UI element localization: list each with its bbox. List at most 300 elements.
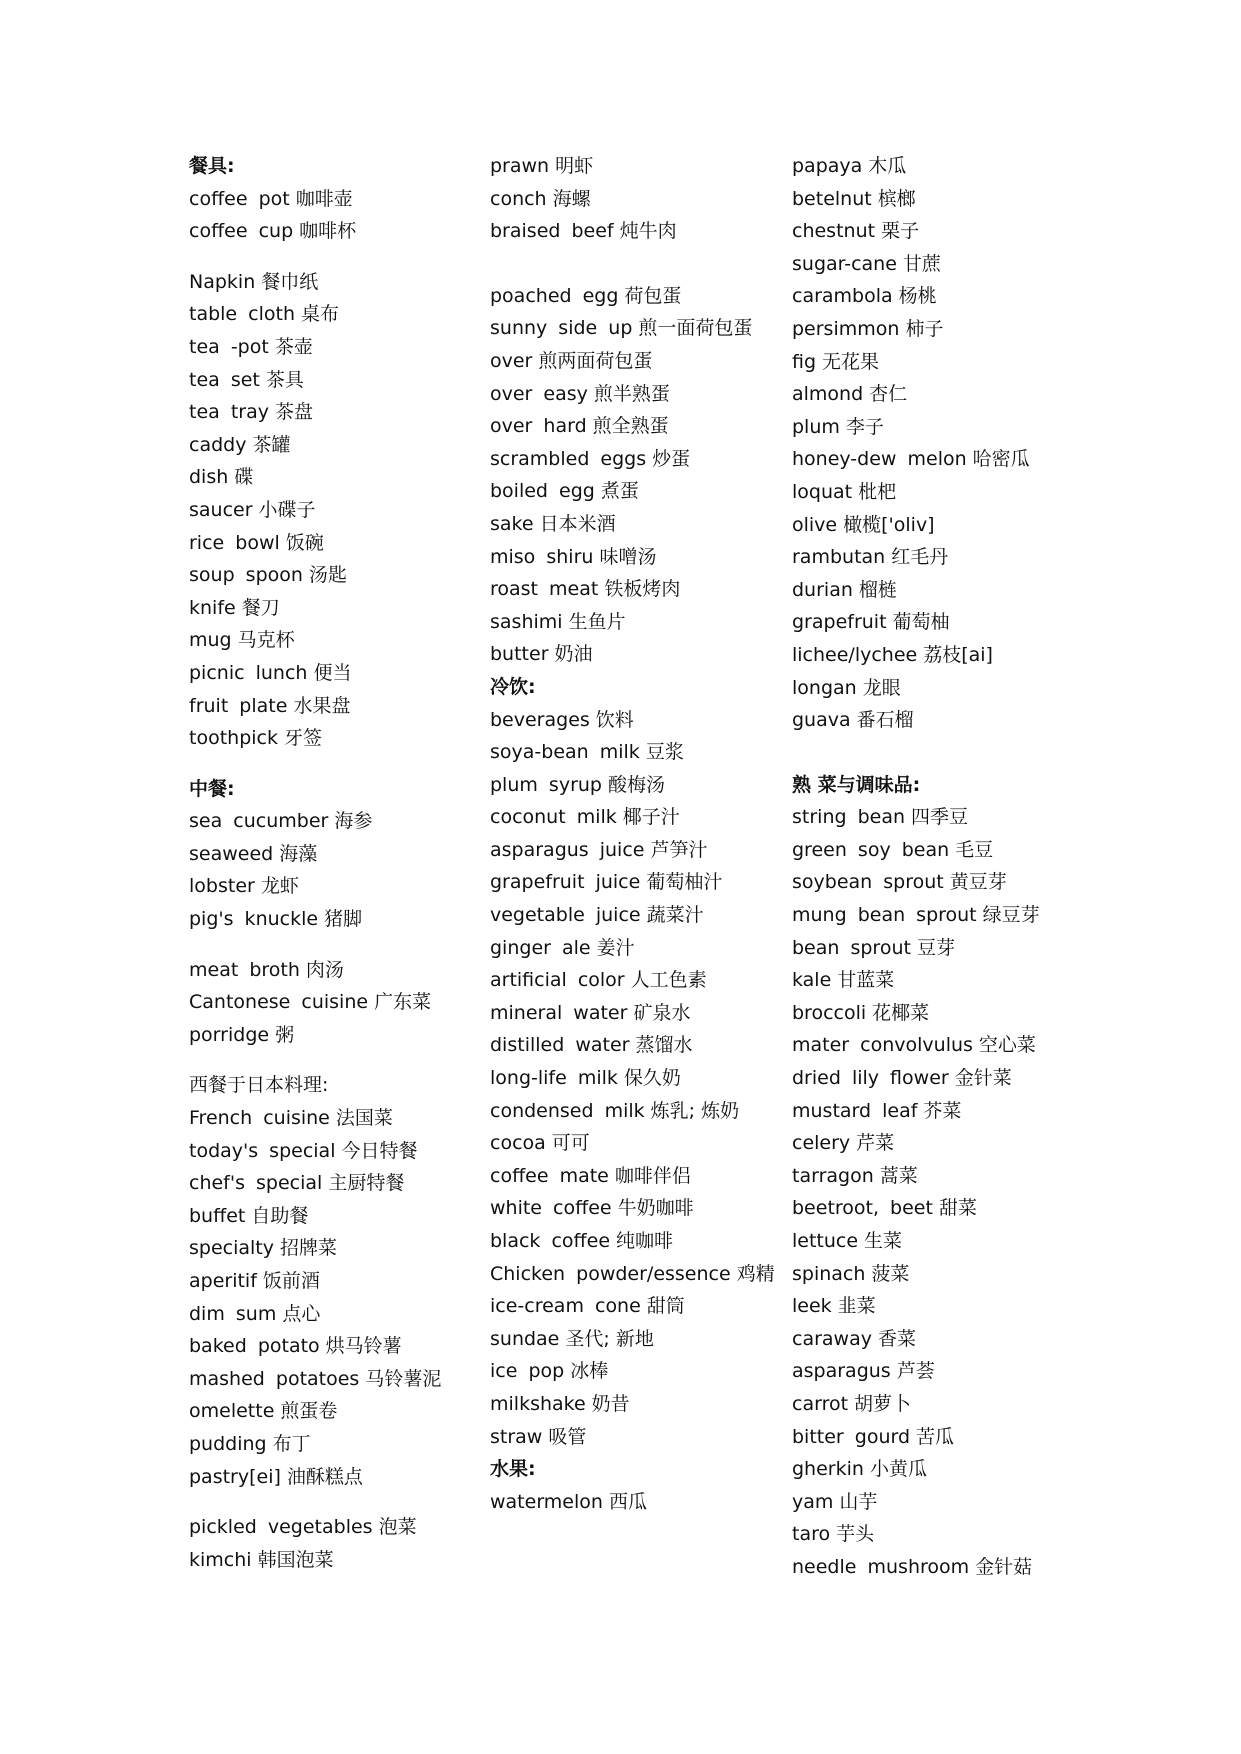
vocab-entry (189, 870, 479, 903)
chinese-term: 番石榴 (856, 709, 914, 732)
english-term: caddy (189, 433, 247, 456)
chinese-term: 煎两面荷包蛋 (538, 349, 653, 372)
chinese-term: 芥菜 (923, 1099, 962, 1122)
vocab-entry (792, 574, 1092, 607)
vocab-entry (792, 801, 1092, 834)
chinese-term: 龙虾 (260, 875, 299, 898)
chinese-term: 饭前酒 (262, 1270, 320, 1292)
chinese-term: 生菜 (864, 1230, 903, 1252)
vocab-entry (189, 527, 479, 560)
vocab-entry (792, 1160, 1092, 1193)
chinese-term: 炼乳; 炼奶 (650, 1099, 740, 1122)
vocab-entry (792, 150, 1092, 183)
english-term: condensed milk (490, 1099, 645, 1122)
chinese-term: 杏仁 (869, 383, 908, 406)
vocab-entry (792, 1290, 1092, 1323)
chinese-term: 煎一面荷包蛋 (638, 317, 753, 340)
vocab-entry (490, 1225, 780, 1258)
block-spacer (189, 248, 479, 266)
english-term: omelette (189, 1400, 275, 1423)
english-term: distilled water (490, 1034, 630, 1057)
vocab-entry (189, 559, 479, 592)
english-term: beverages (490, 708, 590, 731)
vocab-entry (490, 769, 780, 802)
english-term: sake (490, 512, 534, 535)
chinese-term: 红毛丹 (891, 546, 949, 569)
english-term: bean sprout (792, 936, 911, 959)
vocab-entry (792, 183, 1092, 216)
english-term: saucer (189, 498, 253, 521)
chinese-term: 圣代; 新地 (565, 1327, 654, 1350)
vocab-entry (189, 592, 479, 625)
english-term: pickled vegetables (189, 1516, 373, 1539)
english-term: mustard leaf (792, 1099, 918, 1122)
chinese-term: 煎半熟蛋 (593, 382, 670, 405)
chinese-term: 咖啡杯 (299, 220, 357, 243)
chinese-term: 甜菜 (938, 1197, 977, 1220)
chinese-term: 小黄瓜 (869, 1458, 927, 1481)
english-term: green soy bean (792, 838, 950, 861)
english-term: broccoli (792, 1001, 867, 1024)
chinese-term: 小碟子 (258, 498, 316, 521)
block-spacer (189, 1051, 479, 1069)
chinese-term: 煎全熟蛋 (592, 415, 669, 438)
vocab-entry (792, 672, 1092, 705)
chinese-term: 保久奶 (623, 1067, 681, 1090)
vocab-entry (189, 331, 479, 364)
english-term: plum syrup (490, 773, 602, 796)
chinese-term: 猪脚 (324, 908, 363, 931)
chinese-term: 芋头 (836, 1523, 875, 1546)
vocab-entry (490, 312, 780, 345)
vocab-entry (792, 866, 1092, 899)
chinese-term: 海参 (334, 810, 373, 833)
chinese-term: 蔬菜汁 (646, 904, 704, 927)
english-term: miso shiru (490, 545, 594, 568)
english-term: tea -pot (189, 335, 269, 358)
english-term: baked potato (189, 1335, 320, 1358)
vocab-entry (490, 736, 780, 769)
vocab-entry (792, 1127, 1092, 1160)
block-spacer (189, 936, 479, 954)
english-term: picnic lunch (189, 661, 308, 684)
english-term: prawn (490, 155, 550, 177)
chinese-term: 牙签 (283, 727, 322, 750)
column-2 (490, 150, 780, 1518)
chinese-term: 木瓜 (868, 155, 907, 177)
chinese-term: 甘蓝菜 (837, 969, 895, 992)
vocab-entry (490, 443, 780, 476)
english-term: long-life milk (490, 1067, 618, 1090)
chinese-term: 柿子 (905, 317, 944, 340)
chinese-term: 橄榄['oliv] (843, 513, 935, 536)
english-term: black coffee (490, 1230, 611, 1252)
english-term: scrambled eggs (490, 447, 647, 470)
english-term: gherkin (792, 1458, 864, 1481)
english-term: lobster (189, 875, 255, 898)
vocab-entry (792, 313, 1092, 346)
english-term: roast meat (490, 578, 599, 601)
english-term: persimmon (792, 317, 900, 340)
vocab-entry (189, 1019, 479, 1052)
vocab-entry (792, 1225, 1092, 1258)
vocab-entry (490, 899, 780, 932)
english-term: ice pop (490, 1360, 565, 1383)
section-heading: 西餐于日本料理: (189, 1074, 329, 1097)
vocab-entry (490, 606, 780, 639)
vocab-entry (189, 954, 479, 987)
vocab-entry (189, 690, 479, 723)
vocab-entry (792, 964, 1092, 997)
chinese-term: 韭菜 (837, 1295, 876, 1318)
vocab-entry (490, 801, 780, 834)
english-term: aperitif (189, 1270, 257, 1292)
vocab-entry (189, 266, 479, 299)
chinese-term: 芦笋汁 (650, 838, 708, 861)
chinese-term: 点心 (282, 1302, 321, 1325)
vocab-entry (490, 541, 780, 574)
vocab-entry (792, 704, 1092, 737)
english-term: caraway (792, 1327, 872, 1350)
vocab-entry (490, 1421, 780, 1454)
english-term: coffee pot (189, 187, 290, 210)
chinese-term: 蒸馏水 (635, 1034, 693, 1057)
vocab-entry (792, 1551, 1092, 1584)
chinese-term: 炒蛋 (652, 447, 691, 470)
block-spacer (792, 737, 1092, 769)
english-term: dried lily flower (792, 1067, 949, 1090)
chinese-term: 四季豆 (911, 806, 969, 829)
chinese-term: 茶盘 (274, 401, 313, 424)
vocab-entry (490, 638, 780, 671)
english-term: mug (189, 629, 232, 652)
section-heading: 冷饮: (490, 675, 536, 698)
chinese-term: 炖牛肉 (619, 220, 677, 243)
vocab-entry (189, 1102, 479, 1135)
chinese-term: 栗子 (881, 220, 920, 243)
vocab-entry (792, 1062, 1092, 1095)
english-term: conch (490, 187, 547, 210)
vocab-entry (490, 1388, 780, 1421)
chinese-term: 榴梿 (858, 578, 897, 601)
english-term: needle mushroom (792, 1555, 970, 1578)
chinese-term: 自助餐 (251, 1204, 309, 1227)
chinese-term: 水果盘 (293, 694, 351, 717)
vocab-entry (189, 1330, 479, 1363)
vocab-entry (189, 624, 479, 657)
chinese-term: 茶具 (265, 368, 304, 391)
english-term: pastry[ei] (189, 1465, 281, 1488)
chinese-term: 芦荟 (896, 1360, 935, 1383)
chinese-term: 绿豆芽 (982, 904, 1040, 927)
chinese-term: 奶昔 (591, 1392, 630, 1415)
vocab-entry (490, 1486, 780, 1519)
vocab-entry (490, 1029, 780, 1062)
vocab-entry (490, 215, 780, 248)
vocab-entry (189, 461, 479, 494)
chinese-term: 龙眼 (862, 676, 901, 699)
vocab-entry (490, 1290, 780, 1323)
english-term: rambutan (792, 546, 886, 569)
vocab-entry (490, 183, 780, 216)
english-term: carrot (792, 1392, 849, 1415)
chinese-term: 味噌汤 (599, 545, 657, 568)
chinese-term: 荷包蛋 (624, 284, 682, 307)
chinese-term: 金针菜 (954, 1067, 1012, 1090)
vocab-entry (792, 834, 1092, 867)
vocab-entry (792, 509, 1092, 542)
chinese-term: 茶壶 (274, 335, 313, 358)
english-term: mashed potatoes (189, 1367, 360, 1390)
chinese-term: 海藻 (279, 842, 318, 865)
vocab-entry (189, 1167, 479, 1200)
vocab-entry (490, 345, 780, 378)
vocab-entry (490, 964, 780, 997)
vocab-entry (490, 1062, 780, 1095)
english-term: tea set (189, 368, 260, 391)
chinese-term: 饮料 (595, 708, 634, 731)
english-term: longan (792, 676, 857, 699)
chinese-term: 槟榔 (877, 187, 916, 210)
english-term: mineral water (490, 1001, 628, 1024)
vocab-entry (792, 1355, 1092, 1388)
vocab-entry (189, 1461, 479, 1494)
english-term: olive (792, 513, 838, 536)
english-term: over easy (490, 382, 588, 405)
english-term: Napkin (189, 270, 256, 293)
chinese-term: 日本米酒 (539, 512, 616, 535)
vocab-entry (792, 378, 1092, 411)
vocab-entry (189, 838, 479, 871)
english-term: loquat (792, 480, 853, 503)
english-term: soybean sprout (792, 871, 944, 894)
chinese-term: 冰棒 (570, 1360, 609, 1383)
chinese-term: 杨桃 (898, 285, 937, 308)
chinese-term: 无花果 (822, 350, 880, 373)
english-term: beetroot, beet (792, 1197, 933, 1220)
chinese-term: 韩国泡菜 (257, 1548, 334, 1571)
vocab-entry (792, 248, 1092, 281)
english-term: chef's special (189, 1172, 323, 1195)
chinese-term: 牛奶咖啡 (617, 1197, 694, 1220)
chinese-term: 甜筒 (646, 1295, 685, 1318)
vocab-entry (792, 899, 1092, 932)
english-term: tarragon (792, 1164, 874, 1187)
english-term: soya-bean milk (490, 741, 640, 764)
english-term: guava (792, 709, 851, 732)
vocab-entry (189, 1298, 479, 1331)
chinese-term: 蒿菜 (879, 1164, 918, 1187)
vocab-entry (490, 997, 780, 1030)
vocab-entry (490, 1323, 780, 1356)
chinese-term: 今日特餐 (341, 1139, 418, 1162)
chinese-term: 矿泉水 (633, 1001, 691, 1024)
chinese-term: 桌布 (301, 303, 340, 326)
vocab-entry (792, 541, 1092, 574)
chinese-term: 吸管 (548, 1425, 587, 1448)
english-term: asparagus juice (490, 838, 645, 861)
english-term: white coffee (490, 1197, 612, 1220)
chinese-term: 豆浆 (645, 741, 684, 764)
english-term: buffet (189, 1204, 246, 1227)
chinese-term: 黄豆芽 (949, 871, 1007, 894)
vocab-entry (189, 1428, 479, 1461)
chinese-term: 可可 (551, 1132, 590, 1155)
vocab-entry (792, 639, 1092, 672)
english-term: sugar-cane (792, 252, 897, 275)
chinese-term: 姜汁 (596, 936, 635, 959)
chinese-term: 荔枝[ai] (923, 643, 993, 666)
english-term: betelnut (792, 187, 872, 210)
vocab-entry (189, 429, 479, 462)
vocab-entry (189, 903, 479, 936)
chinese-term: 碟 (234, 466, 254, 489)
english-term: braised beef (490, 220, 614, 243)
english-term: asparagus (792, 1360, 891, 1383)
chinese-term: 马铃薯泥 (365, 1367, 442, 1390)
vocab-entry (792, 1388, 1092, 1421)
english-term: fig (792, 350, 817, 373)
vocab-entry (189, 1232, 479, 1265)
vocab-entry (792, 346, 1092, 379)
chinese-term: 法国菜 (335, 1107, 393, 1130)
vocab-entry (792, 1323, 1092, 1356)
vocab-entry (189, 1544, 479, 1577)
english-term: French cuisine (189, 1107, 330, 1130)
vocab-entry (189, 1511, 479, 1544)
chinese-term: 豆芽 (916, 936, 955, 959)
vocab-entry (792, 1192, 1092, 1225)
chinese-term: 西瓜 (608, 1490, 647, 1513)
vocab-entry (490, 1192, 780, 1225)
vocab-entry (792, 215, 1092, 248)
vocab-entry (490, 280, 780, 313)
chinese-term: 山芋 (839, 1490, 878, 1513)
vocab-entry (490, 1160, 780, 1193)
english-term: pudding (189, 1432, 267, 1455)
chinese-term: 明虾 (555, 155, 594, 177)
section-heading: 中餐: (189, 777, 235, 800)
chinese-term: 煮蛋 (600, 480, 639, 503)
chinese-term: 空心菜 (978, 1034, 1036, 1057)
english-term: coconut milk (490, 806, 617, 829)
english-term: grapefruit juice (490, 871, 641, 894)
english-term: coffee mate (490, 1164, 609, 1187)
chinese-term: 香菜 (877, 1327, 916, 1350)
english-term: meat broth (189, 958, 300, 981)
english-term: kimchi (189, 1548, 252, 1571)
chinese-term: 餐巾纸 (261, 270, 319, 293)
vocab-entry (490, 475, 780, 508)
vocab-entry (490, 150, 780, 183)
english-term: seaweed (189, 842, 274, 865)
chinese-term: 广东菜 (374, 991, 432, 1014)
english-term: straw (490, 1425, 543, 1448)
vocab-entry (189, 722, 479, 755)
english-term: plum (792, 415, 840, 438)
section-heading: 熟 菜与调味品: (792, 773, 921, 796)
english-term: dim sum (189, 1302, 277, 1325)
english-term: sea cucumber (189, 810, 329, 833)
english-term: watermelon (490, 1490, 603, 1513)
vocab-entry (189, 986, 479, 1019)
chinese-term: 人工色素 (630, 969, 707, 992)
vocab-entry (189, 805, 479, 838)
vocab-entry (490, 834, 780, 867)
chinese-term: 油酥糕点 (286, 1465, 363, 1488)
block-spacer (189, 1493, 479, 1511)
english-term: over hard (490, 415, 587, 438)
chinese-term: 肉汤 (305, 958, 344, 981)
chinese-term: 哈密瓜 (972, 448, 1030, 471)
english-term: ginger ale (490, 936, 591, 959)
vocab-entry (490, 508, 780, 541)
chinese-term: 便当 (313, 661, 352, 684)
vocab-entry (792, 280, 1092, 313)
english-term: porridge (189, 1023, 270, 1046)
vocab-entry (189, 1200, 479, 1233)
english-term: rice bowl (189, 531, 280, 554)
english-term: almond (792, 383, 864, 406)
vocab-entry (189, 1363, 479, 1396)
english-term: grapefruit (792, 611, 887, 634)
column-1 (189, 150, 479, 1576)
english-term: sundae (490, 1327, 560, 1350)
chinese-term: 芹菜 (856, 1132, 895, 1155)
chinese-term: 苦瓜 (916, 1425, 955, 1448)
vocab-entry (189, 494, 479, 527)
chinese-term: 汤匙 (308, 564, 347, 587)
vocab-entry (792, 932, 1092, 965)
english-term: Chicken powder/essence (490, 1262, 731, 1285)
vocab-entry (792, 997, 1092, 1030)
chinese-term: 招牌菜 (280, 1237, 338, 1260)
chinese-term: 鸡精 (736, 1262, 775, 1285)
chinese-term: 铁板烤肉 (604, 578, 681, 601)
chinese-term: 海螺 (552, 187, 591, 210)
chinese-term: 葡萄柚 (892, 611, 950, 634)
chinese-term: 奶油 (554, 643, 593, 666)
chinese-term: 主厨特餐 (328, 1172, 405, 1195)
chinese-term: 椰子汁 (622, 806, 680, 829)
chinese-term: 咖啡伴侣 (614, 1164, 691, 1187)
vocab-entry (792, 1029, 1092, 1062)
vocab-entry (792, 1095, 1092, 1128)
english-term: boiled egg (490, 480, 595, 503)
english-term: fruit plate (189, 694, 288, 717)
vocab-entry (490, 1095, 780, 1128)
vocab-entry (490, 410, 780, 443)
chinese-term: 胡萝卜 (854, 1392, 912, 1415)
english-term: over (490, 349, 533, 372)
chinese-term: 煎蛋卷 (280, 1400, 338, 1423)
english-term: dish (189, 466, 229, 489)
chinese-term: 纯咖啡 (616, 1230, 674, 1252)
chinese-term: 葡萄柚汁 (646, 871, 723, 894)
vocab-entry (490, 1258, 780, 1291)
chinese-term: 菠菜 (871, 1262, 910, 1285)
english-term: lettuce (792, 1230, 859, 1252)
chinese-term: 粥 (275, 1023, 295, 1046)
vocab-entry (490, 1355, 780, 1388)
chinese-term: 烘马铃薯 (325, 1335, 402, 1358)
chinese-term: 金针菇 (975, 1555, 1033, 1578)
english-term: coffee cup (189, 220, 294, 243)
english-term: mater convolvulus (792, 1034, 973, 1057)
english-term: string bean (792, 806, 906, 829)
english-term: vegetable juice (490, 904, 641, 927)
english-term: durian (792, 578, 853, 601)
